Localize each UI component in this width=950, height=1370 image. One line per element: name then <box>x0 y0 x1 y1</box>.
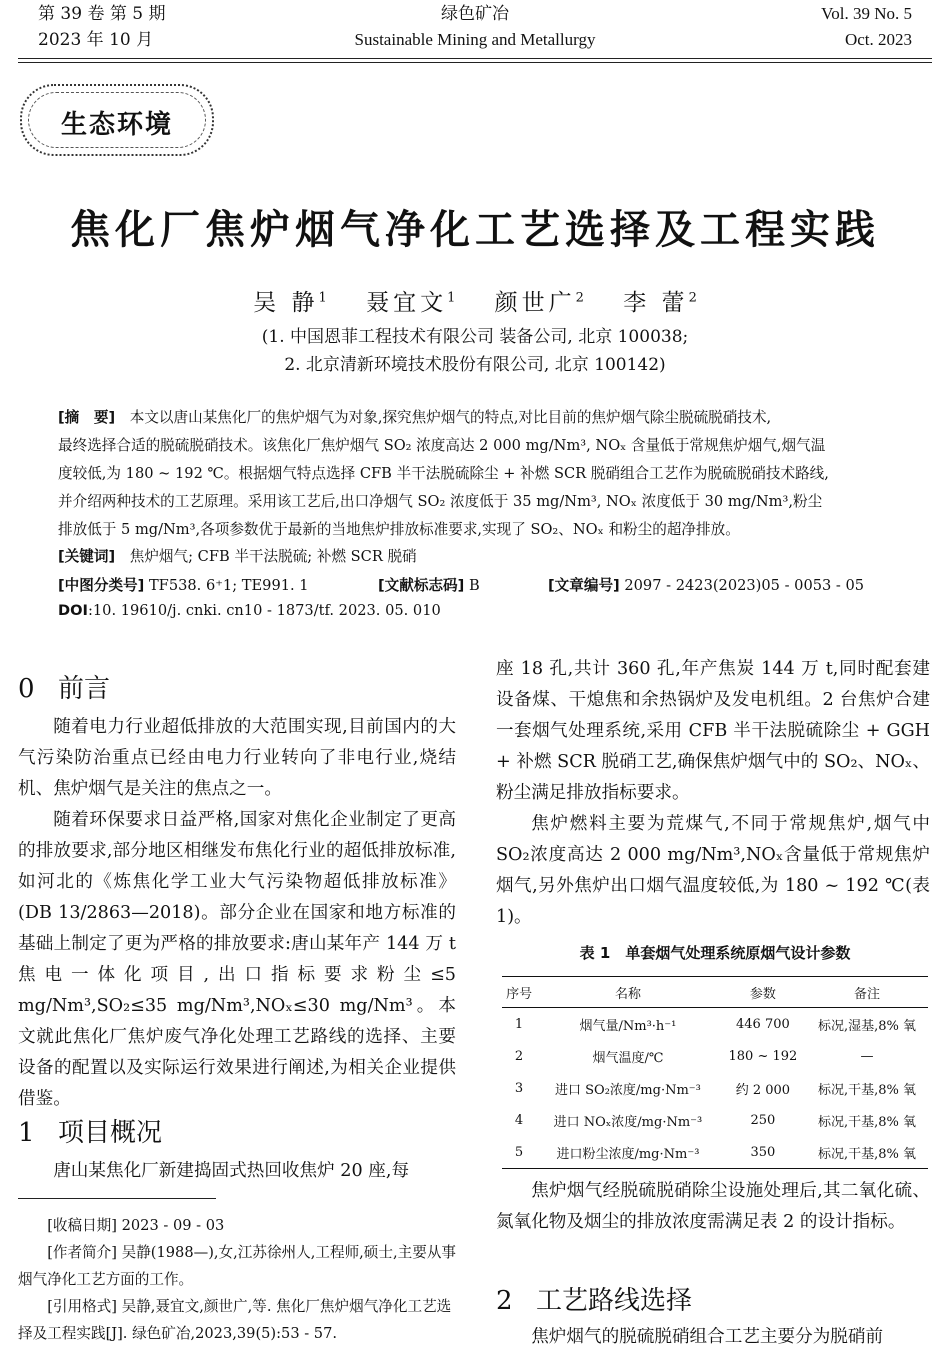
section-0-heading: 0 前言 <box>18 674 111 704</box>
table-row <box>502 1008 928 1041</box>
date-en: Oct. 2023 <box>844 30 912 49</box>
table-cell: 进口 NOₓ浓度/mg·Nm⁻³ <box>553 1114 703 1130</box>
section-2-heading: 2 工艺路线选择 <box>496 1286 693 1316</box>
abstract-line: [摘 要] 本文以唐山某焦化厂的焦炉烟气为对象,探究焦炉烟气的特点,对比目前的焦炉烟气除尘脱硫脱硝技术, <box>58 409 772 426</box>
table-row <box>502 1040 928 1072</box>
date-cn: 2023 年 10 月 <box>38 30 154 50</box>
header-rule <box>18 58 932 59</box>
document-code: [文献标志码] B <box>378 577 480 594</box>
table-cell: 进口 SO₂浓度/mg·Nm⁻³ <box>555 1082 701 1098</box>
affiliation-2: 2. 北京清新环境技术股份有限公司, 北京 100142) <box>284 355 666 375</box>
section-1-heading: 1 项目概况 <box>18 1118 163 1148</box>
table-cell: 标况,湿基,8% 氧 <box>818 1018 917 1034</box>
section-1-body-cont <box>496 654 930 933</box>
article-number: [文章编号] 2097 - 2423(2023)05 - 0053 - 05 <box>548 577 865 594</box>
clc-number: [中图分类号] TF538. 6⁺1; TE991. 1 <box>58 577 309 594</box>
paragraph: 唐山某焦化厂新建捣固式热回收焦炉 20 座,每 <box>53 1161 410 1181</box>
citation-format: [引用格式] 吴静,聂宜文,颜世广,等. 焦化厂焦炉烟气净化工艺选择及工程实践[J]. 绿色矿冶,2023,39(5):53 - 57. <box>18 1298 452 1342</box>
abstract-line: 度较低,为 180 ~ 192 ℃。根据烟气特点选择 CFB 半干法脱硫除尘 + 补燃 SCR 脱硝组合工艺作为脱硫脱硝技术路线, <box>58 465 829 482</box>
abstract-label: [摘 要] <box>58 409 116 426</box>
table-cell: 标况,干基,8% 氧 <box>806 1136 928 1169</box>
table-row <box>502 1104 928 1136</box>
column-badge <box>20 84 214 156</box>
table-cell: 350 <box>720 1136 806 1169</box>
paragraph: 座 18 孔,共计 360 孔,年产焦炭 144 万 t,同时配套建设备煤、干熄焦和余热锅炉及发电机组。2 台焦炉合建一套烟气处理系统,采用 CFB 半干法脱硫除尘 + GGH + 补燃 SCR 脱硝工艺,确保焦炉烟气中的 SO₂、NOₓ、粉尘满足排放指标要求。 <box>496 659 930 803</box>
author: 李 蕾$^2$ <box>623 290 697 316</box>
table-row <box>502 1072 928 1104</box>
header-rule-2 <box>18 62 932 63</box>
table-header-row <box>502 977 928 1008</box>
author-list <box>0 284 950 317</box>
paragraph: 随着环保要求日益严格,国家对焦化企业制定了更高的排放要求,部分地区相继发布焦化行业的超低排放标准,如河北的《炼焦化学工业大气污染物超低排放标准》(DB 13/2863—2018)。部分企业在国家和地方标准的基础上制定了更为严格的排放要求:唐山某年产 144 万 t 焦电一体化项目,出口指标要求粉尘≤5 mg/Nm³,SO₂≤35 mg/Nm³,NOₓ≤30 mg/Nm³。本文就此焦化厂焦炉废气净化处理工艺路线的选择、主要设备的配置以及实际运行效果进行阐述,为相关企业提供借鉴。 <box>18 810 456 1109</box>
table-cell: 标况,干基,8% 氧 <box>818 1114 917 1130</box>
author: 聂宜文$^1$ <box>366 290 456 316</box>
table-header: 序号 <box>502 977 536 1008</box>
section-1-body-start <box>18 1156 456 1187</box>
affiliation-1: (1. 中国恩菲工程技术有限公司 装备公司, 北京 100038; <box>261 327 689 347</box>
table-cell: 标况,干基,8% 氧 <box>818 1082 917 1098</box>
keywords: [关键词] 焦炉烟气; CFB 半干法脱硫; 补燃 SCR 脱硝 <box>58 548 417 565</box>
table-1-caption: 表 1 单套烟气处理系统原烟气设计参数 <box>579 944 851 962</box>
table-cell: 1 <box>514 1016 524 1032</box>
table-cell: 4 <box>514 1112 524 1128</box>
table-cell: 3 <box>514 1080 524 1096</box>
section-1-body-end <box>496 1176 930 1238</box>
paragraph: 焦炉烟气的脱硫脱硝组合工艺主要分为脱硝前 <box>531 1327 884 1347</box>
journal-name-cn: 绿色矿冶 <box>441 4 509 24</box>
article-title: 焦化厂焦炉烟气净化工艺选择及工程实践 <box>70 207 880 253</box>
abstract-line: 最终选择合适的脱硫脱硝技术。该焦化厂焦炉烟气 SO₂ 浓度高达 2 000 mg/Nm³, NOₓ 含量低于常规焦炉烟气,烟气温 <box>58 437 826 454</box>
doi: DOI:10. 19610/j. cnki. cn10 - 1873/tf. 2023. 05. 010 <box>58 602 441 619</box>
abstract <box>58 404 892 544</box>
volume-issue-en: Vol. 39 No. 5 <box>821 4 912 23</box>
paragraph: 随着电力行业超低排放的大范围实现,目前国内的大气污染防治重点已经由电力行业转向了非电行业,烧结机、焦炉烟气是关注的焦点之一。 <box>18 717 456 799</box>
author: 颜世广$^2$ <box>494 290 584 316</box>
author: 吴 静$^1$ <box>253 290 327 316</box>
table-cell: 烟气量/Nm³·h⁻¹ <box>579 1018 677 1034</box>
table-cell: 446 700 <box>736 1016 790 1032</box>
table-cell: 2 <box>514 1048 524 1064</box>
table-cell: 进口粉尘浓度/mg·Nm⁻³ <box>536 1136 720 1169</box>
table-cell: 180 ~ 192 <box>728 1048 798 1064</box>
column-badge-label: 生态环境 <box>60 110 173 140</box>
table-cell: 烟气温度/℃ <box>592 1050 664 1066</box>
volume-issue-cn: 第 39 卷 第 5 期 <box>38 4 166 24</box>
abstract-line: 并介绍两种技术的工艺原理。采用该工艺后,出口净烟气 SO₂ 浓度低于 35 mg/Nm³, NOₓ 浓度低于 30 mg/Nm³,粉尘 <box>58 493 823 510</box>
table-header: 名称 <box>536 977 720 1008</box>
table-header: 备注 <box>806 977 928 1008</box>
table-header: 参数 <box>720 977 806 1008</box>
table-row <box>502 1136 928 1169</box>
table-cell: 250 <box>750 1112 776 1128</box>
received-date: [收稿日期] 2023 - 09 - 03 <box>47 1217 225 1234</box>
footnotes <box>18 1212 458 1347</box>
journal-name-en: Sustainable Mining and Metallurgy <box>354 30 596 49</box>
table-cell: 约 2 000 <box>735 1082 791 1098</box>
abstract-line: 排放低于 5 mg/Nm³,各项参数优于最新的当地焦炉排放标准要求,实现了 SO₂、NOₓ 和粉尘的超净排放。 <box>58 521 740 538</box>
author-bio: [作者简介] 吴静(1988—),女,江苏徐州人,工程师,硕士,主要从事烟气净化工艺方面的工作。 <box>18 1244 457 1288</box>
table-cell: — <box>860 1048 874 1064</box>
section-2-body <box>496 1322 930 1353</box>
paragraph: 焦炉燃料主要为荒煤气,不同于常规焦炉,烟气中 SO₂浓度高达 2 000 mg/Nm³,NOₓ含量低于常规焦炉烟气,另外焦炉出口烟气温度较低,为 180 ~ 192 ℃(表 1)。 <box>496 814 930 927</box>
paragraph: 焦炉烟气经脱硫脱硝除尘设施处理后,其二氧化硫、氮氧化物及烟尘的排放浓度需满足表 2 的设计指标。 <box>496 1181 930 1232</box>
footnote-rule <box>18 1198 216 1199</box>
section-0-body <box>18 712 456 1115</box>
table-cell: 5 <box>502 1136 536 1169</box>
table-1 <box>502 976 928 1169</box>
